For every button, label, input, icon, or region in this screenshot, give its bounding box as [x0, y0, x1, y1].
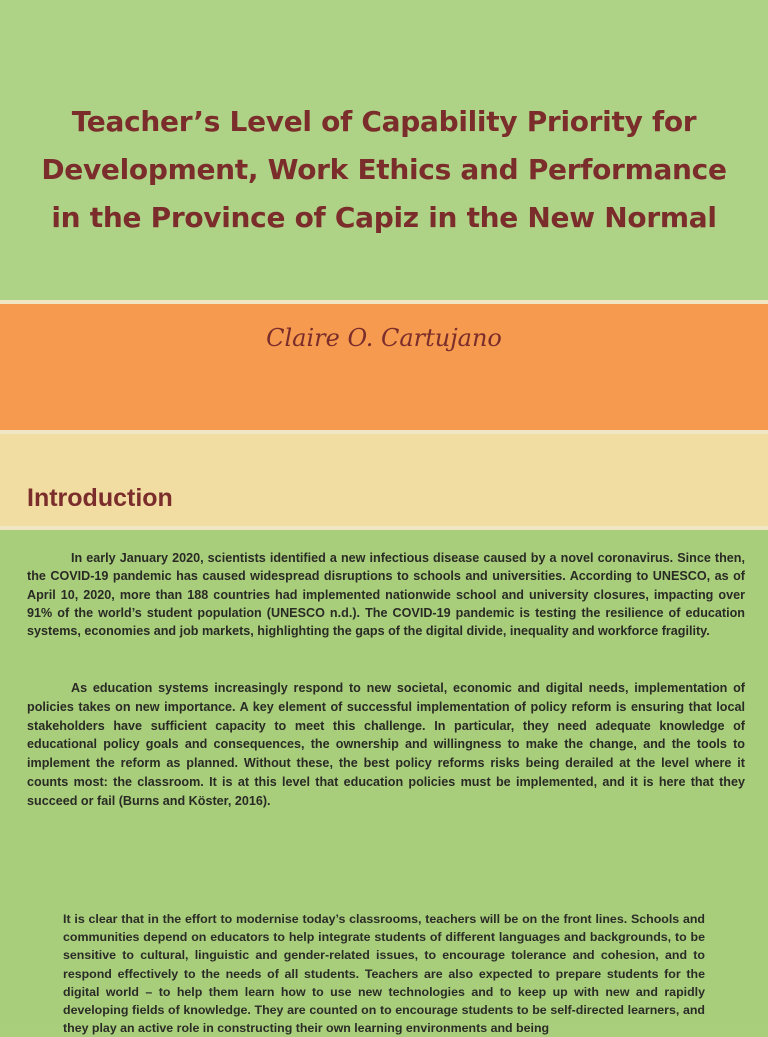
- section-heading: Introduction: [27, 484, 173, 512]
- body-paragraph: As education systems increasingly respond to new societal, economic and digital needs, implementation of policies takes on new importance. A key element of successful implementation of policy reform is ensuring that local stakeholders have sufficient capacity to meet this challenge. In particular, they need adequate knowledge of educational policy goals and consequences, the ownership and willingness to make the change, and the tools to implement the reform as planned. Without these, the best policy reforms risks being derailed at the level where it counts most: the classroom. It is at this level that education policies must be implemented, and it is here that they succeed or fail (Burns and Köster, 2016).: [27, 681, 745, 808]
- body-paragraph: It is clear that in the effort to modernise today’s classrooms, teachers will be on the front lines. Schools and communities depend on educators to help integrate students of different languages and backgrounds, to be sensitive to cultural, linguistic and gender-related issues, to encourage tolerance and cohesion, and to respond effectively to the needs of all students. Teachers are also expected to prepare students for the digital world – to help them learn how to use new technologies and to keep up with new and rapidly developing fields of knowledge. They are counted on to encourage students to be self-directed learners, and they play an active role in constructing their own learning environments and being: [63, 912, 705, 1036]
- document-title: Teacher’s Level of Capability Priority for Development, Work Ethics and Performance in the Province of Capiz in the New Normal: [41, 105, 727, 234]
- body-paragraph: In early January 2020, scientists identified a new infectious disease caused by a novel coronavirus. Since then, the COVID-19 pandemic has caused widespread disruptions to schools and universities. According to UNESCO, as of April 10, 2020, more than 188 countries had implemented nationwide school and university closures, impacting over 91% of the world’s student population (UNESCO n.d.). The COVID-19 pandemic is testing the resilience of education systems, economies and job markets, highlighting the gaps of the digital divide, inequality and workforce fragility.: [27, 551, 745, 639]
- author-name: Claire O. Cartujano: [266, 324, 502, 352]
